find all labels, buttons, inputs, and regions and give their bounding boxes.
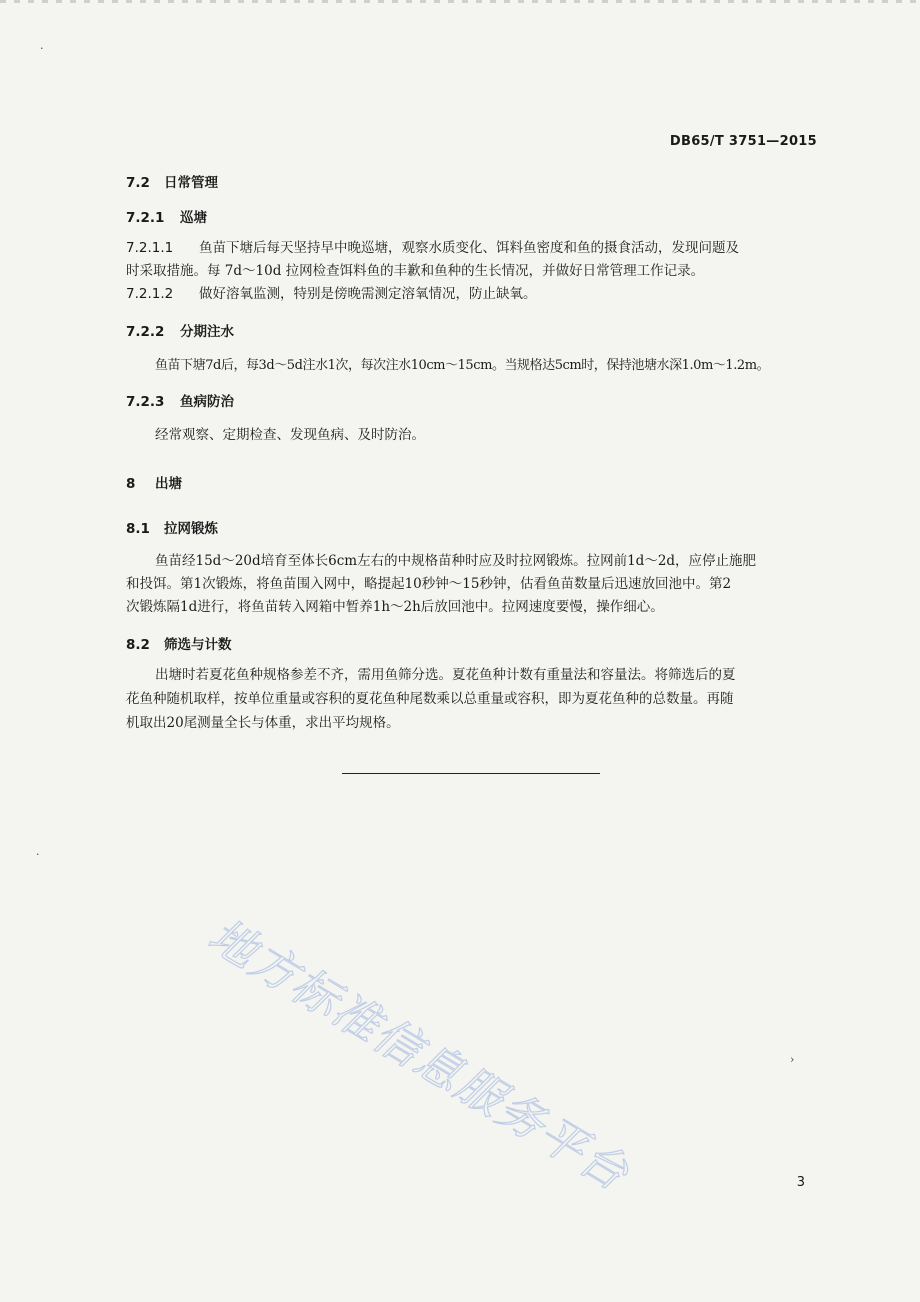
heading-8-2 [126,633,232,653]
page-number: 3 [796,1175,805,1190]
paragraph-7-2-3-line-1: 经常观察、定期检查、发现鱼病、及时防治。 [155,427,425,443]
heading-7-2-2 [126,320,234,340]
heading-7-2-1-title: 巡塘 [180,210,207,226]
heading-8-1 [126,517,218,537]
heading-7-2-2-number: 7.2.2 [126,324,165,340]
heading-7-2 [126,171,218,191]
heading-8-1-title: 拉网锻炼 [164,521,218,537]
heading-8-number: 8 [126,476,136,492]
paragraph-8-2-line-3: 机取出20尾测量全长与体重，求出平均规格。 [126,715,400,731]
heading-8-2-number: 8.2 [126,637,150,653]
clause-7-2-1-2-number: 7.2.1.2 [126,286,174,302]
paragraph-text: 鱼苗下塘后每天坚持早中晚巡塘，观察水质变化、饵料鱼密度和鱼的摄食活动，发现问题及 [199,240,739,256]
heading-8-title: 出塘 [155,476,182,492]
paragraph-8-1-line-3: 次锻炼隔1d进行，将鱼苗转入网箱中暂养1h～2h后放回池中。拉网速度要慢，操作细心。 [126,599,664,615]
heading-8-2-title: 筛选与计数 [164,637,232,653]
clause-7-2-1-1-number: 7.2.1.1 [126,240,174,256]
heading-8 [126,472,182,492]
heading-7-2-3 [126,390,234,410]
paragraph-7-2-1-1-line-1 [126,237,739,260]
heading-7-2-title: 日常管理 [164,175,218,191]
watermark: 地方标准信息服务平台 [199,907,639,1202]
paragraph-7-2-1-2-line-1 [126,283,537,306]
paragraph-8-2-line-2: 花鱼种随机取样，按单位重量或容积的夏花鱼种尾数乘以总重量或容积，即为夏花鱼种的总数量。再随 [126,691,734,707]
standard-code: DB65/T 3751—2015 [669,134,817,149]
paragraph-text: 做好溶氧监测，特别是傍晚需测定溶氧情况，防止缺氧。 [199,286,537,302]
paragraph-8-1-line-2: 和投饵。第1次锻炼，将鱼苗围入网中，略提起10秒钟～15秒钟，估看鱼苗数量后迅速放回池中。第2 [126,576,732,592]
heading-8-1-number: 8.1 [126,521,150,537]
end-rule [342,773,600,774]
scan-speck: · [36,848,40,861]
scan-speck: › [790,1053,795,1066]
heading-7-2-3-number: 7.2.3 [126,394,165,410]
heading-7-2-number: 7.2 [126,175,150,191]
heading-7-2-1-number: 7.2.1 [126,210,165,226]
scan-speck: · [40,42,44,55]
paragraph-8-1-line-1: 鱼苗经15d～20d培育至体长6cm左右的中规格苗种时应及时拉网锻炼。拉网前1d～2d，应停止施肥 [155,553,757,569]
paragraph-7-2-1-1-line-2: 时采取措施。每 7d～10d 拉网检查饵料鱼的丰歉和鱼种的生长情况，并做好日常管理工作记录。 [126,263,705,279]
heading-7-2-1 [126,206,207,226]
heading-7-2-2-title: 分期注水 [180,324,234,340]
scan-top-edge [0,0,920,3]
paragraph-8-2-line-1: 出塘时若夏花鱼种规格参差不齐，需用鱼筛分选。夏花鱼种计数有重量法和容量法。将筛选后的夏 [155,667,736,683]
paragraph-7-2-2-line-1: 鱼苗下塘7d后，每3d～5d注水1次，每次注水10cm～15cm。当规格达5cm时，保持池塘水深1.0m～1.2m。 [155,358,770,373]
heading-7-2-3-title: 鱼病防治 [180,394,234,410]
